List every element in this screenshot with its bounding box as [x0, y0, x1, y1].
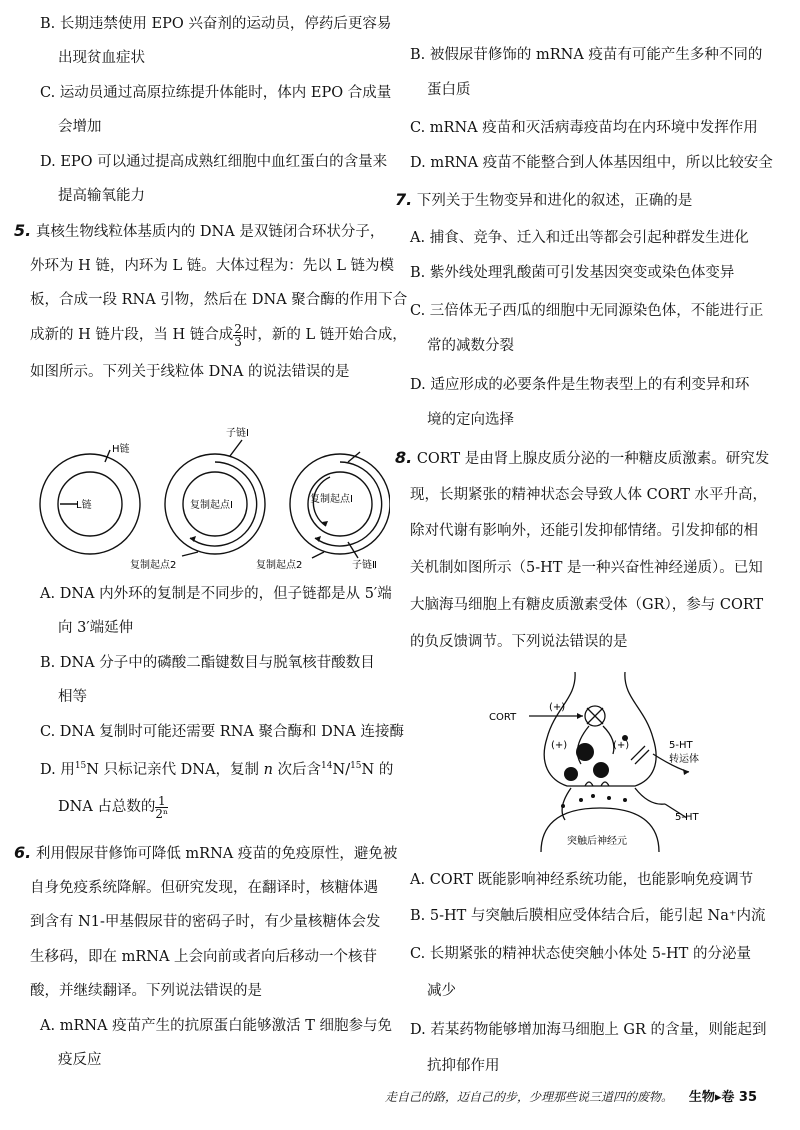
footer-motto: 走自己的路，迈自己的步，少理那些说三道四的废物。: [385, 1090, 674, 1104]
q5-stem-line3: 板，合成一段 RNA 引物，然后在 DNA 聚合酶的作用下合: [30, 292, 408, 308]
q5-d-text-f: DNA 占总数的: [58, 799, 156, 815]
q5-d-fraction: [155, 795, 168, 820]
c2-origin2-label: 复制起点2: [130, 560, 177, 571]
q5-d-text-d: N/: [332, 761, 351, 778]
cort-label: CORT: [489, 712, 517, 723]
q8-stem-line4: 关机制如图所示（5-HT 是一种兴奋性神经递质）。已知: [410, 560, 763, 576]
q5-d-text-a: D. 用: [40, 761, 75, 778]
q8-stem-text1: CORT 是由肾上腺皮质分泌的一种糖皮质激素。研究发: [416, 451, 770, 467]
plus-label-2: (+): [551, 740, 568, 751]
mtdna-replication-diagram: [30, 392, 390, 578]
q8-option-a: A. CORT 既能影响神经系统功能，也能影响免疫调节: [410, 872, 754, 888]
q6-option-a-line1: A. mRNA 疫苗产生的抗原蛋白能够激活 T 细胞参与免: [40, 1018, 393, 1034]
q7-option-d-line1: D. 适应形成的必要条件是生物表型上的有利变异和环: [410, 377, 750, 393]
q5-d-text-b: N 只标记亲代 DNA，复制: [86, 761, 264, 778]
plus-label-3: (+): [613, 740, 630, 751]
q4-option-d-line1: D. EPO 可以通过提高成熟红细胞中血红蛋白的含量来: [40, 154, 388, 170]
q5-stem-text4a: 成新的 H 链片段，当 H 链合成: [30, 327, 234, 343]
vesicle-3: [564, 767, 578, 781]
q8-option-d-line1: D. 若某药物能够增加海马细胞上 GR 的含量，则能起到: [410, 1022, 767, 1038]
q8-option-d-line2: 抗抑郁作用: [427, 1058, 500, 1074]
plus-label-1: (+): [549, 702, 566, 713]
q5-d-sup1: 15: [74, 761, 87, 771]
c2-origin1-label: 复制起点Ⅰ: [190, 500, 233, 511]
footer-subject-page: 生物▸卷 35: [688, 1090, 757, 1105]
q5-d-sup2: 14: [321, 761, 333, 771]
q5-fraction-den: 3: [234, 334, 242, 349]
q8-option-c-line1: C. 长期紧张的精神状态使突触小体处 5-HT 的分泌量: [410, 946, 751, 962]
transporter-label-line1: 5-HT: [669, 740, 693, 751]
q5-fraction-two-thirds: [233, 323, 243, 348]
q5-stem-text1: 真核生物线粒体基质内的 DNA 是双链闭合环状分子，: [35, 224, 385, 240]
q4-option-b-line1: B. 长期违禁使用 EPO 兴奋剂的运动员，停药后更容易: [40, 16, 392, 32]
q5-d-n: n: [263, 761, 273, 778]
q6-option-a-line2: 疫反应: [58, 1052, 102, 1068]
q6-stem-line3: 到含有 N1-甲基假尿苷的密码子时，有少量核糖体会发: [30, 914, 381, 930]
q5-stem-line1: [14, 221, 384, 242]
q6-stem-line2: 自身免疫系统降解。但研究发现，在翻译时，核糖体遇: [30, 880, 378, 896]
q5-option-c: C. DNA 复制时可能还需要 RNA 聚合酶和 DNA 连接酶: [40, 724, 404, 740]
vesicle-1: [576, 743, 594, 761]
q7-number: 7.: [395, 190, 413, 209]
synapse-diagram: [485, 668, 715, 858]
q7-option-b: B. 紫外线处理乳酸菌可引发基因突变或染色体变异: [410, 265, 735, 281]
transporter-label-line2: 转运体: [669, 754, 699, 765]
child-chain-1-label: 子链Ⅰ: [226, 428, 249, 439]
l-chain-label: L链: [76, 500, 92, 511]
q5-option-d-line1: [40, 756, 393, 780]
q5-d-sup3: 15: [350, 761, 362, 771]
q8-stem-line3: 除对代谢有影响外，还能引发抑郁情绪。引发抑郁的相: [410, 523, 758, 539]
q7-option-c-line2: 常的减数分裂: [427, 338, 514, 354]
q5-option-b-line1: B. DNA 分子中的磷酸二酯键数目与脱氧核苷酸数目: [40, 655, 375, 671]
c3-origin1-label: 复制起点Ⅰ: [310, 494, 353, 505]
q4-option-c-line2: 会增加: [58, 119, 102, 135]
q7-option-a: A. 捕食、竞争、迁入和迁出等都会引起种群发生进化: [410, 230, 749, 246]
q7-stem-text: 下列关于生物变异和进化的叙述，正确的是: [416, 193, 693, 209]
q5-option-a-line2: 向 3′端延伸: [58, 620, 134, 636]
child-chain-2-label: 子链Ⅱ: [352, 560, 377, 571]
5ht-label: 5-HT: [675, 812, 699, 823]
q6-option-d: D. mRNA 疫苗不能整合到人体基因组中，所以比较安全: [410, 155, 773, 171]
q5-stem-text4b: 时，新的 L 链开始合成，: [242, 327, 407, 343]
q5-option-b-line2: 相等: [58, 689, 87, 705]
q4-option-c-line1: C. 运动员通过高原拉练提升体能时，体内 EPO 合成量: [40, 85, 392, 101]
q6-stem-line4: 生移码，即在 mRNA 上会向前或者向后移动一个核苷: [30, 949, 378, 965]
q8-stem-line2: 现，长期紧张的精神状态会导致人体 CORT 水平升高，: [410, 487, 768, 503]
q5-d-text-e: N 的: [361, 761, 394, 778]
q6-stem-text1: 利用假尿苷修饰可降低 mRNA 疫苗的免疫原性，避免被: [35, 846, 398, 862]
q8-stem-line6: 的负反馈调节。下列说法错误的是: [410, 634, 628, 650]
q6-stem-line5: 酸，并继续翻译。下列说法错误的是: [30, 983, 262, 999]
q4-option-b-line2: 出现贫血症状: [58, 50, 145, 66]
q6-stem-line1: [14, 843, 397, 864]
q6-option-c: C. mRNA 疫苗和灭活病毒疫苗均在内环境中发挥作用: [410, 120, 758, 136]
q8-number: 8.: [395, 448, 413, 467]
q8-stem-line1: [395, 448, 769, 469]
q5-number: 5.: [14, 221, 32, 240]
q6-number: 6.: [14, 843, 32, 862]
q8-option-b: B. 5-HT 与突触后膜相应受体结合后，能引起 Na⁺内流: [410, 908, 766, 924]
q5-stem-line5: 如图所示。下列关于线粒体 DNA 的说法错误的是: [30, 364, 350, 380]
postsynaptic-label: 突触后神经元: [567, 836, 627, 847]
q5-d-text-c: 次后含: [272, 761, 322, 778]
vesicle-2: [593, 762, 609, 778]
c3-origin2-label: 复制起点2: [256, 560, 303, 571]
q5-option-d-line2: [58, 792, 168, 822]
q5-stem-line4: [30, 320, 407, 350]
q6-option-b-line2: 蛋白质: [427, 82, 471, 98]
q7-option-d-line2: 境的定向选择: [427, 412, 514, 428]
q5-stem-line2: 外环为 H 链，内环为 L 链。大体过程为：先以 L 链为模: [30, 258, 395, 274]
q6-option-b-line1: B. 被假尿苷修饰的 mRNA 疫苗有可能产生多种不同的: [410, 47, 763, 63]
q8-option-c-line2: 减少: [427, 983, 456, 999]
q8-stem-line5: 大脑海马细胞上有糖皮质激素受体（GR），参与 CORT: [410, 597, 764, 613]
q7-stem: [395, 190, 692, 211]
q5-d-frac-num: 1: [155, 795, 168, 808]
q7-option-c-line1: C. 三倍体无子西瓜的细胞中无同源染色体，不能进行正: [410, 303, 764, 319]
h-chain-label: H链: [112, 444, 130, 455]
q5-fraction-num: 2: [234, 321, 242, 336]
q5-d-frac-den: 2ⁿ: [155, 806, 169, 821]
q5-option-a-line1: A. DNA 内外环的复制是不同步的，但子链都是从 5′端: [40, 586, 392, 602]
q4-option-d-line2: 提高输氧能力: [58, 188, 145, 204]
page-footer: [385, 1086, 757, 1105]
